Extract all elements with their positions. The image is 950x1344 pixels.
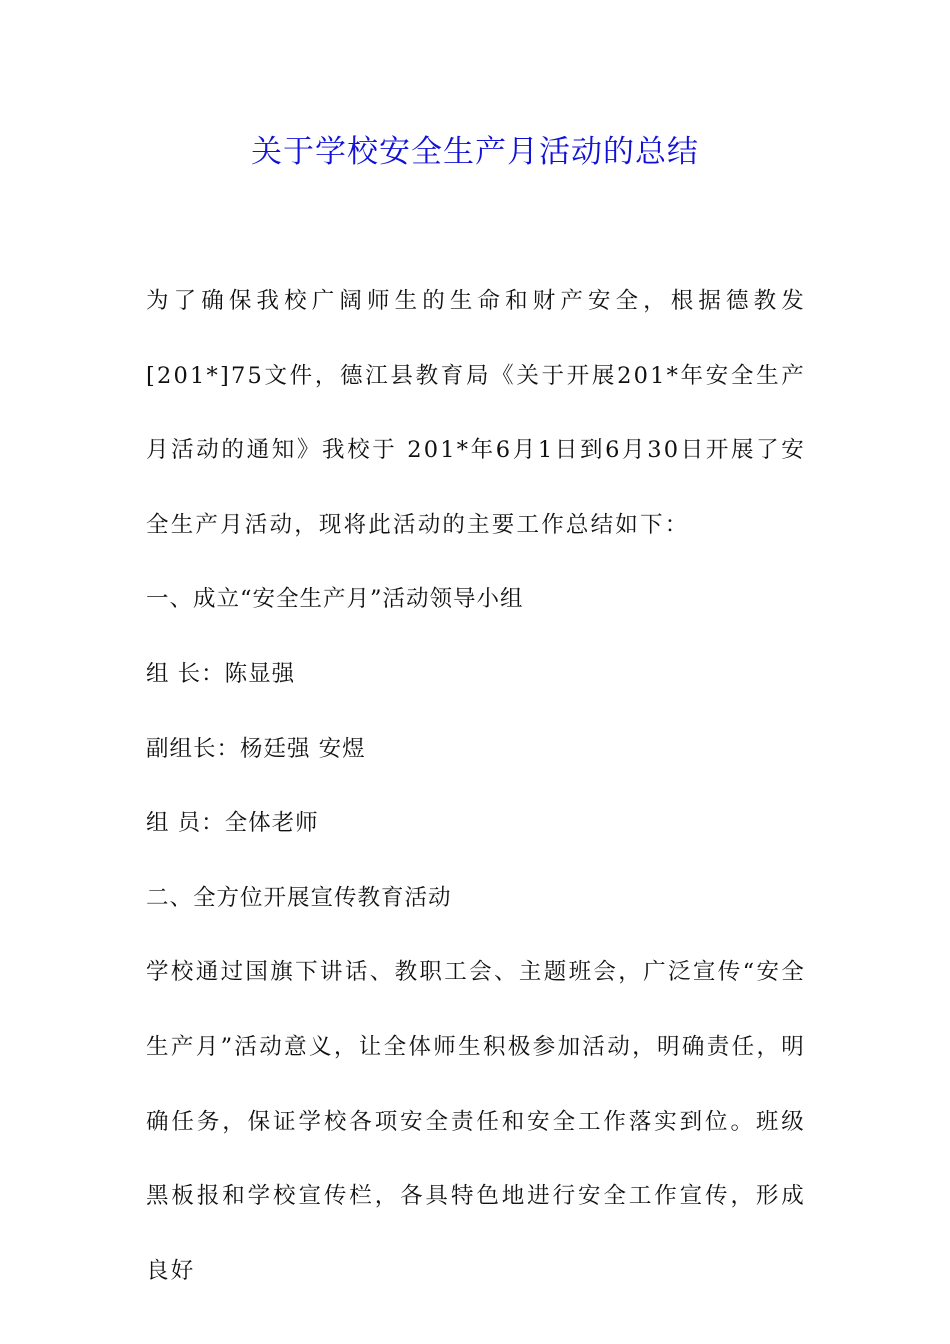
document-title: 关于学校安全生产月活动的总结 <box>251 134 699 170</box>
section-heading-publicity: 二、全方位开展宣传教育活动 <box>146 884 452 911</box>
intro-paragraph: 为了确保我校广阔师生的生命和财产安全，根据德教发[201*]75文件，德江县教育局《关于开展201*年安全生产月活动的通知》我校于 201*年6月1日到6月30日开展了安全生产月活动，现将此活动的主要工作总结如下： <box>146 288 806 538</box>
group-members-line: 组 员：全体老师 <box>146 810 319 837</box>
publicity-paragraph: 学校通过国旗下讲话、教职工会、主题班会，广泛宣传“安全生产月”活动意义，让全体师生积极参加活动，明确责任，明确任务，保证学校各项安全责任和安全工作落实到位。班级黑板报和学校宣传栏，各具特色地进行安全工作宣传，形成良好 <box>146 959 806 1284</box>
section-heading-leadership-group: 一、成立“安全生产月”活动领导小组 <box>146 586 524 613</box>
deputy-leader-line: 副组长：杨廷强 安煜 <box>146 735 366 762</box>
document-body <box>146 264 806 1308</box>
group-leader-line: 组 长：陈显强 <box>146 660 296 687</box>
